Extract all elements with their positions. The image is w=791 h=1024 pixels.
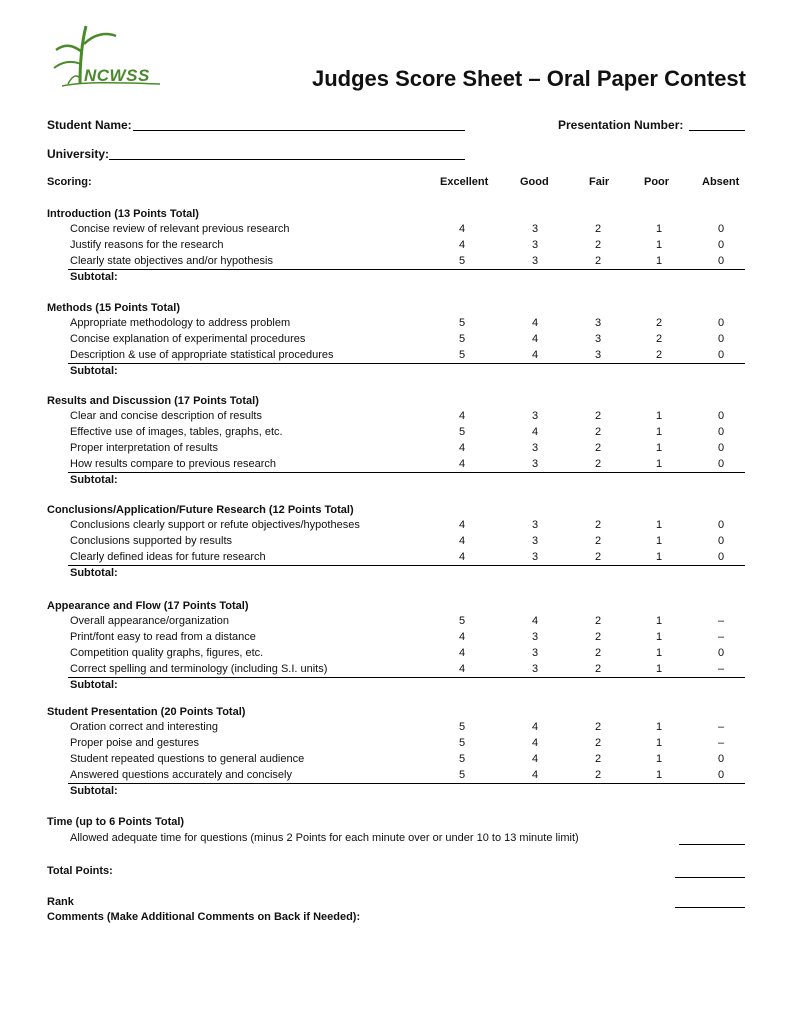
score-option-absent[interactable]: 0 [717, 349, 725, 361]
criterion-label: Clearly defined ideas for future research [70, 551, 266, 563]
column-header-absent: Absent [702, 176, 740, 188]
score-option-poor[interactable]: 1 [655, 458, 663, 470]
score-option-poor[interactable]: 1 [655, 410, 663, 422]
score-option-absent[interactable]: 0 [717, 239, 725, 251]
score-option-poor[interactable]: 1 [655, 737, 663, 749]
column-header-poor: Poor [644, 176, 670, 188]
subtotal-label: Subtotal: [70, 271, 118, 283]
criterion-label: Concise review of relevant previous research [70, 223, 290, 235]
criterion-label: Effective use of images, tables, graphs, etc. [70, 426, 283, 438]
score-option-absent[interactable]: 0 [717, 442, 725, 454]
score-option-poor[interactable]: 1 [655, 663, 663, 675]
score-option-good[interactable]: 3 [531, 647, 539, 659]
score-option-excellent[interactable]: 4 [458, 535, 466, 547]
score-option-excellent[interactable]: 5 [458, 753, 466, 765]
section-divider [68, 363, 745, 364]
ncwss-logo [50, 22, 170, 92]
score-option-fair[interactable]: 3 [594, 333, 602, 345]
score-option-fair[interactable]: 2 [594, 535, 602, 547]
rank-field[interactable] [675, 907, 745, 908]
score-option-absent[interactable]: – [717, 615, 725, 627]
score-option-excellent[interactable]: 5 [458, 615, 466, 627]
score-option-good[interactable]: 3 [531, 519, 539, 531]
section-divider [68, 565, 745, 566]
score-option-good[interactable]: 4 [531, 737, 539, 749]
score-option-fair[interactable]: 3 [594, 349, 602, 361]
score-option-good[interactable]: 3 [531, 535, 539, 547]
score-option-poor[interactable]: 1 [655, 255, 663, 267]
score-option-absent[interactable]: 0 [717, 519, 725, 531]
score-option-poor[interactable]: 1 [655, 769, 663, 781]
section-title: Student Presentation (20 Points Total) [47, 706, 246, 718]
subtotal-label: Subtotal: [70, 785, 118, 797]
score-option-excellent[interactable]: 4 [458, 223, 466, 235]
subtotal-label: Subtotal: [70, 679, 118, 691]
score-option-excellent[interactable]: 5 [458, 769, 466, 781]
score-option-fair[interactable]: 2 [594, 721, 602, 733]
score-option-poor[interactable]: 2 [655, 317, 663, 329]
score-option-poor[interactable]: 1 [655, 647, 663, 659]
score-option-good[interactable]: 3 [531, 255, 539, 267]
score-option-poor[interactable]: 1 [655, 426, 663, 438]
logo-text: NCWSS [84, 66, 150, 85]
column-header-fair: Fair [589, 176, 610, 188]
score-option-excellent[interactable]: 5 [458, 737, 466, 749]
score-option-absent[interactable]: 0 [717, 426, 725, 438]
score-option-good[interactable]: 3 [531, 442, 539, 454]
criterion-label: Clearly state objectives and/or hypothesis [70, 255, 273, 267]
scoring-label: Scoring: [47, 176, 92, 188]
score-option-good[interactable]: 4 [531, 317, 539, 329]
criterion-label: Print/font easy to read from a distance [70, 631, 256, 643]
score-option-good[interactable]: 3 [531, 239, 539, 251]
score-option-fair[interactable]: 2 [594, 519, 602, 531]
score-option-absent[interactable]: 0 [717, 410, 725, 422]
score-option-poor[interactable]: 1 [655, 615, 663, 627]
score-option-absent[interactable]: 0 [717, 333, 725, 345]
score-option-excellent[interactable]: 4 [458, 442, 466, 454]
score-option-poor[interactable]: 2 [655, 349, 663, 361]
criterion-label: Oration correct and interesting [70, 721, 218, 733]
time-description: Allowed adequate time for questions (minus 2 Points for each minute over or under 10 to 13 minute limit) [70, 832, 579, 844]
criterion-label: Concise explanation of experimental procedures [70, 333, 306, 345]
score-option-fair[interactable]: 2 [594, 410, 602, 422]
score-option-absent[interactable]: – [717, 663, 725, 675]
criterion-label: Clear and concise description of results [70, 410, 262, 422]
score-option-poor[interactable]: 1 [655, 239, 663, 251]
comments-label: Comments (Make Additional Comments on Back if Needed): [47, 911, 361, 923]
score-option-good[interactable]: 3 [531, 223, 539, 235]
score-option-fair[interactable]: 2 [594, 753, 602, 765]
score-option-absent[interactable]: 0 [717, 535, 725, 547]
score-option-absent[interactable]: 0 [717, 769, 725, 781]
subtotal-label: Subtotal: [70, 365, 118, 377]
score-option-absent[interactable]: 0 [717, 223, 725, 235]
score-option-excellent[interactable]: 4 [458, 410, 466, 422]
score-option-poor[interactable]: 1 [655, 535, 663, 547]
criterion-label: Student repeated questions to general audience [70, 753, 305, 765]
subtotal-label: Subtotal: [70, 474, 118, 486]
score-option-fair[interactable]: 2 [594, 223, 602, 235]
score-option-good[interactable]: 4 [531, 721, 539, 733]
column-header-good: Good [520, 176, 549, 188]
score-option-excellent[interactable]: 5 [458, 255, 466, 267]
presentation-number-field[interactable] [689, 130, 745, 131]
section-title: Methods (15 Points Total) [47, 302, 181, 314]
criterion-label: How results compare to previous research [70, 458, 277, 470]
time-score-field[interactable] [679, 844, 745, 845]
score-option-poor[interactable]: 1 [655, 753, 663, 765]
score-option-absent[interactable]: 0 [717, 255, 725, 267]
score-option-excellent[interactable]: 5 [458, 333, 466, 345]
score-option-good[interactable]: 3 [531, 663, 539, 675]
score-option-fair[interactable]: 2 [594, 458, 602, 470]
score-option-absent[interactable]: 0 [717, 551, 725, 563]
score-option-fair[interactable]: 2 [594, 647, 602, 659]
score-option-absent[interactable]: – [717, 721, 725, 733]
time-section-title: Time (up to 6 Points Total) [47, 816, 185, 828]
criterion-label: Conclusions clearly support or refute objectives/hypotheses [70, 519, 360, 531]
criterion-label: Competition quality graphs, figures, etc. [70, 647, 264, 659]
score-option-excellent[interactable]: 5 [458, 317, 466, 329]
score-option-poor[interactable]: 1 [655, 223, 663, 235]
score-option-fair[interactable]: 2 [594, 551, 602, 563]
score-option-poor[interactable]: 1 [655, 631, 663, 643]
university-label: University: [47, 147, 110, 161]
student-name-label: Student Name: [47, 118, 132, 132]
total-points-field[interactable] [675, 877, 745, 878]
score-option-excellent[interactable]: 5 [458, 349, 466, 361]
section-title: Introduction (13 Points Total) [47, 208, 199, 220]
subtotal-label: Subtotal: [70, 567, 118, 579]
student-name-field[interactable] [133, 130, 465, 131]
score-option-poor[interactable]: 2 [655, 333, 663, 345]
score-option-good[interactable]: 4 [531, 349, 539, 361]
score-option-good[interactable]: 4 [531, 333, 539, 345]
score-option-good[interactable]: 3 [531, 410, 539, 422]
criterion-label: Answered questions accurately and concisely [70, 769, 292, 781]
score-option-poor[interactable]: 1 [655, 519, 663, 531]
presentation-number-label: Presentation Number: [558, 118, 684, 132]
score-option-fair[interactable]: 2 [594, 663, 602, 675]
section-title: Results and Discussion (17 Points Total) [47, 395, 259, 407]
score-option-fair[interactable]: 2 [594, 737, 602, 749]
total-points-label: Total Points: [47, 865, 113, 877]
section-title: Appearance and Flow (17 Points Total) [47, 600, 249, 612]
criterion-label: Proper poise and gestures [70, 737, 200, 749]
score-option-good[interactable]: 3 [531, 631, 539, 643]
score-option-good[interactable]: 4 [531, 426, 539, 438]
section-divider [68, 783, 745, 784]
score-option-excellent[interactable]: 4 [458, 551, 466, 563]
university-field[interactable] [109, 159, 465, 160]
score-option-poor[interactable]: 1 [655, 721, 663, 733]
score-option-good[interactable]: 3 [531, 551, 539, 563]
score-option-excellent[interactable]: 4 [458, 239, 466, 251]
score-option-fair[interactable]: 2 [594, 615, 602, 627]
score-option-absent[interactable]: 0 [717, 317, 725, 329]
score-option-absent[interactable]: 0 [717, 753, 725, 765]
score-option-fair[interactable]: 2 [594, 255, 602, 267]
criterion-label: Overall appearance/organization [70, 615, 229, 627]
score-option-excellent[interactable]: 4 [458, 519, 466, 531]
column-header-excellent: Excellent [440, 176, 489, 188]
score-option-excellent[interactable]: 4 [458, 647, 466, 659]
score-option-excellent[interactable]: 5 [458, 426, 466, 438]
score-option-good[interactable]: 4 [531, 769, 539, 781]
score-option-excellent[interactable]: 5 [458, 721, 466, 733]
score-option-fair[interactable]: 2 [594, 426, 602, 438]
criterion-label: Description & use of appropriate statistical procedures [70, 349, 334, 361]
score-option-fair[interactable]: 3 [594, 317, 602, 329]
score-option-fair[interactable]: 2 [594, 239, 602, 251]
score-option-fair[interactable]: 2 [594, 442, 602, 454]
score-option-absent[interactable]: – [717, 737, 725, 749]
section-divider [68, 472, 745, 473]
section-title: Conclusions/Application/Future Research (12 Points Total) [47, 504, 354, 516]
page-title: Judges Score Sheet – Oral Paper Contest [311, 66, 746, 91]
score-option-good[interactable]: 3 [531, 458, 539, 470]
section-divider [68, 677, 745, 678]
criterion-label: Proper interpretation of results [70, 442, 218, 454]
criterion-label: Conclusions supported by results [70, 535, 233, 547]
score-option-excellent[interactable]: 4 [458, 631, 466, 643]
score-option-absent[interactable]: – [717, 631, 725, 643]
criterion-label: Appropriate methodology to address problem [70, 317, 291, 329]
score-option-absent[interactable]: 0 [717, 647, 725, 659]
section-divider [68, 269, 745, 270]
score-option-absent[interactable]: 0 [717, 458, 725, 470]
rank-label: Rank [47, 896, 74, 908]
score-option-fair[interactable]: 2 [594, 769, 602, 781]
score-option-poor[interactable]: 1 [655, 442, 663, 454]
score-option-excellent[interactable]: 4 [458, 663, 466, 675]
score-option-good[interactable]: 4 [531, 753, 539, 765]
score-option-good[interactable]: 4 [531, 615, 539, 627]
score-option-fair[interactable]: 2 [594, 631, 602, 643]
criterion-label: Justify reasons for the research [70, 239, 224, 251]
score-option-poor[interactable]: 1 [655, 551, 663, 563]
score-option-excellent[interactable]: 4 [458, 458, 466, 470]
criterion-label: Correct spelling and terminology (including S.I. units) [70, 663, 328, 675]
